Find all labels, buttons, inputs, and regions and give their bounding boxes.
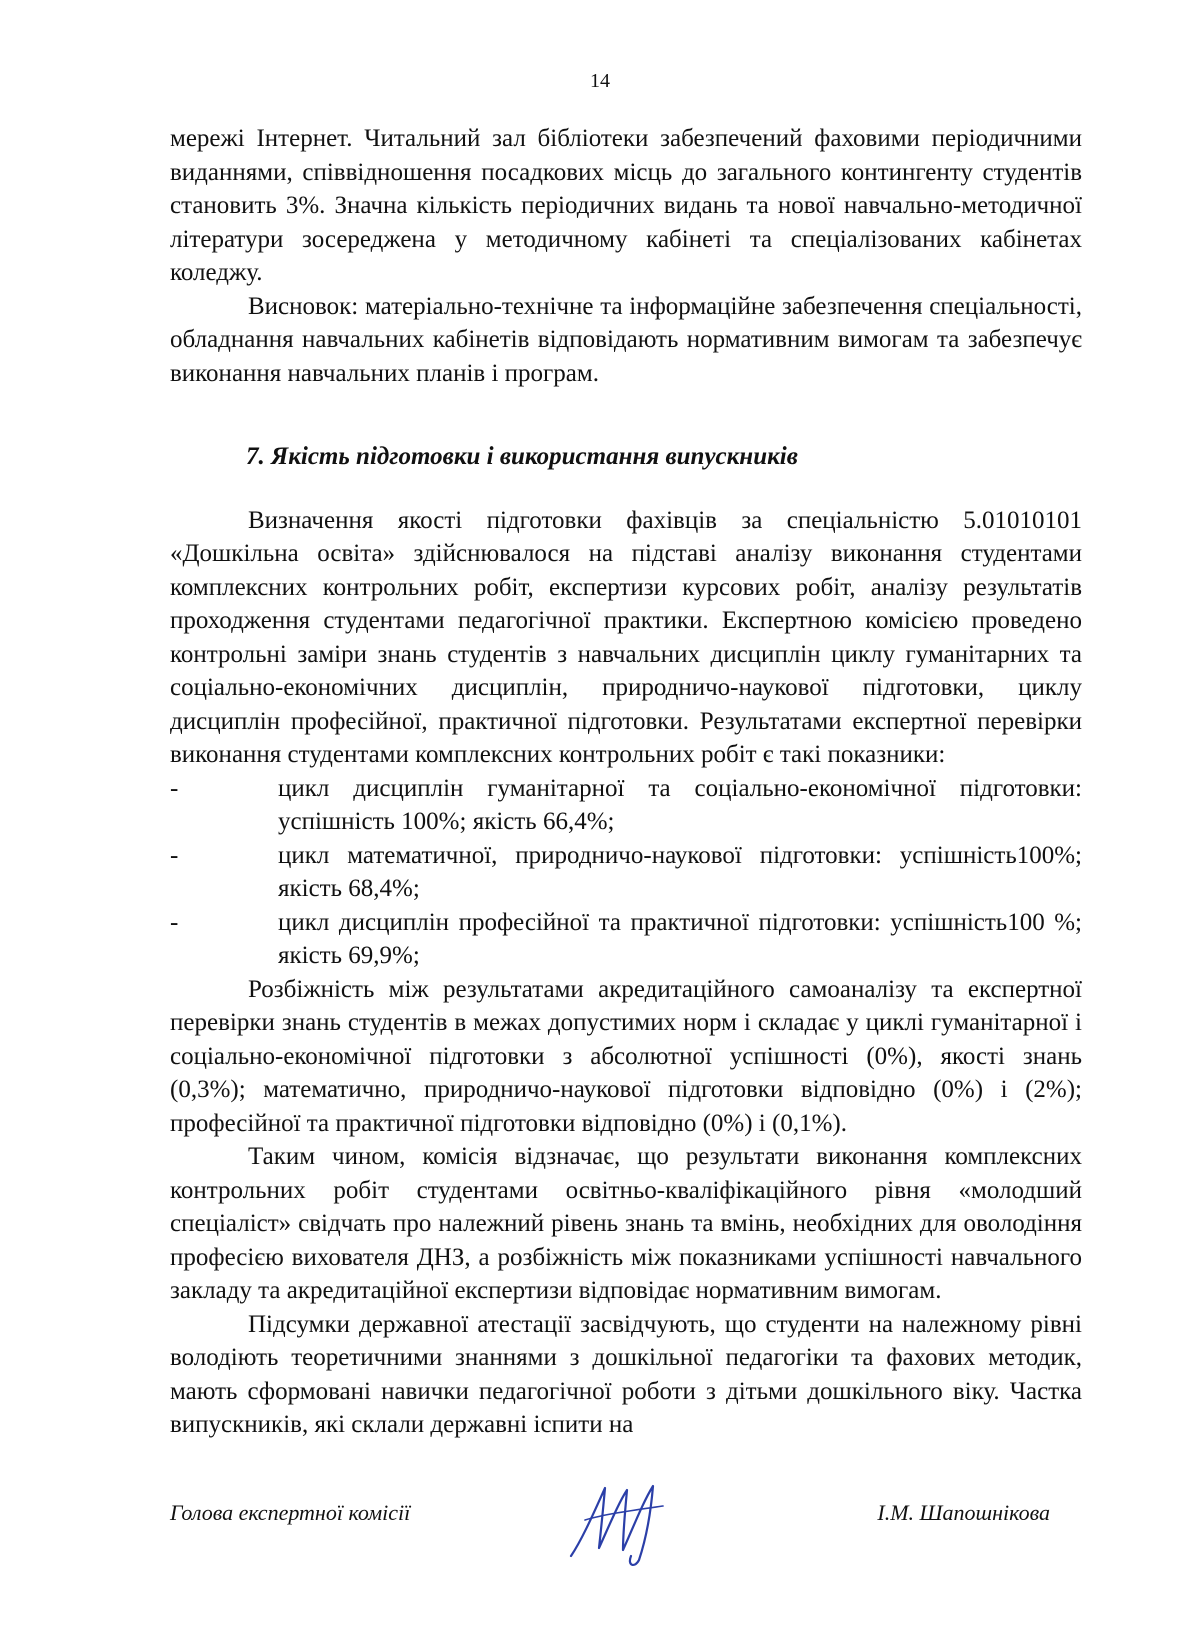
list-item-text: цикл дисциплін професійної та практичної підготовки: успішність100 %; якість 69,9%;: [278, 908, 1082, 969]
paragraph-conclusion: Висновок: матеріально-технічне та інформаційне забезпечення спеціальності, обладнання навчальних кабінетів відповідають нормативним вимогам та забезпечує виконання навчальних планів і програм.: [170, 292, 1082, 387]
page-number: 14: [590, 70, 610, 92]
commission-head-role: Голова експертної комісії: [170, 1500, 411, 1525]
list-dash: -: [170, 841, 179, 869]
paragraph-commission-conclusion: Таким чином, комісія відзначає, що результати виконання комплексних контрольних робіт студентами освітньо-кваліфікаційного рівня «молодший спеціаліст» свідчать про належний рівень знань та вмінь, необхідних для оволодіння професією вихователя ДНЗ, а розбіжність між показниками успішності навчального закладу та акредитаційної експертизи відповідає нормативним вимогам.: [170, 1143, 1082, 1304]
document-body: [170, 122, 1082, 1442]
handwritten-signature: [565, 1480, 675, 1570]
list-dash: -: [170, 908, 179, 936]
indicator-list: [170, 772, 1082, 973]
list-item: [170, 772, 1082, 839]
signature-footer: [170, 1500, 1050, 1600]
paragraph-discrepancy: Розбіжність між результатами акредитаційного самоаналізу та експертної перевірки знань студентів в межах допустимих норм і складає у циклі гуманітарної і соціально-економічної підготовки з абсолютної успішності (0%), якості знань (0,3%); математично, природничо-наукової підготовки відповідно (0%) і (2%); професійної та практичної підготовки відповідно (0%) і (0,1%).: [170, 975, 1082, 1137]
list-item-text: цикл математичної, природничо-наукової підготовки: успішність100%; якість 68,4%;: [278, 841, 1082, 902]
paragraph-intro: Визначення якості підготовки фахівців за спеціальністю 5.01010101 «Дошкільна освіта» здійснювалося на підставі аналізу виконання студентами комплексних контрольних робіт, експертизи курсових робіт, аналізу результатів проходження студентами педагогічної практики. Експертною комісією проведено контрольні заміри знань студентів з навчальних дисциплін циклу гуманітарних та соціально-економічних дисциплін, природничо-наукової підготовки, циклу дисциплін професійної, практичної підготовки. Результатами експертної перевірки виконання студентами комплексних контрольних робіт є такі показники:: [170, 506, 1082, 768]
list-item: [170, 839, 1082, 906]
paragraph-library: мережі Інтернет. Читальний зал бібліотеки забезпечений фаховими періодичними виданнями, співвідношення посадкових місць до загального контингенту студентів становить 3%. Значна кількість періодичних видань та нової навчально-методичної літератури зосереджена у методичному кабінеті та спеціалізованих кабінетах коледжу.: [170, 125, 1082, 286]
paragraph-state-attestation: Підсумки державної атестації засвідчують, що студенти на належному рівні володіють теоретичними знаннями з дошкільної педагогіки та фахових методик, мають сформовані навички педагогічної роботи з дітьми дошкільного віку. Частка випускників, які склали державні іспити на: [170, 1310, 1082, 1438]
list-item: [170, 906, 1082, 973]
section-heading: 7. Якість підготовки і використання випускників: [246, 443, 798, 470]
list-dash: -: [170, 774, 179, 802]
list-item-text: цикл дисциплін гуманітарної та соціально-економічної підготовки: успішність 100%; якість 66,4%;: [278, 774, 1082, 835]
commission-head-name: І.М. Шапошнікова: [877, 1500, 1050, 1525]
